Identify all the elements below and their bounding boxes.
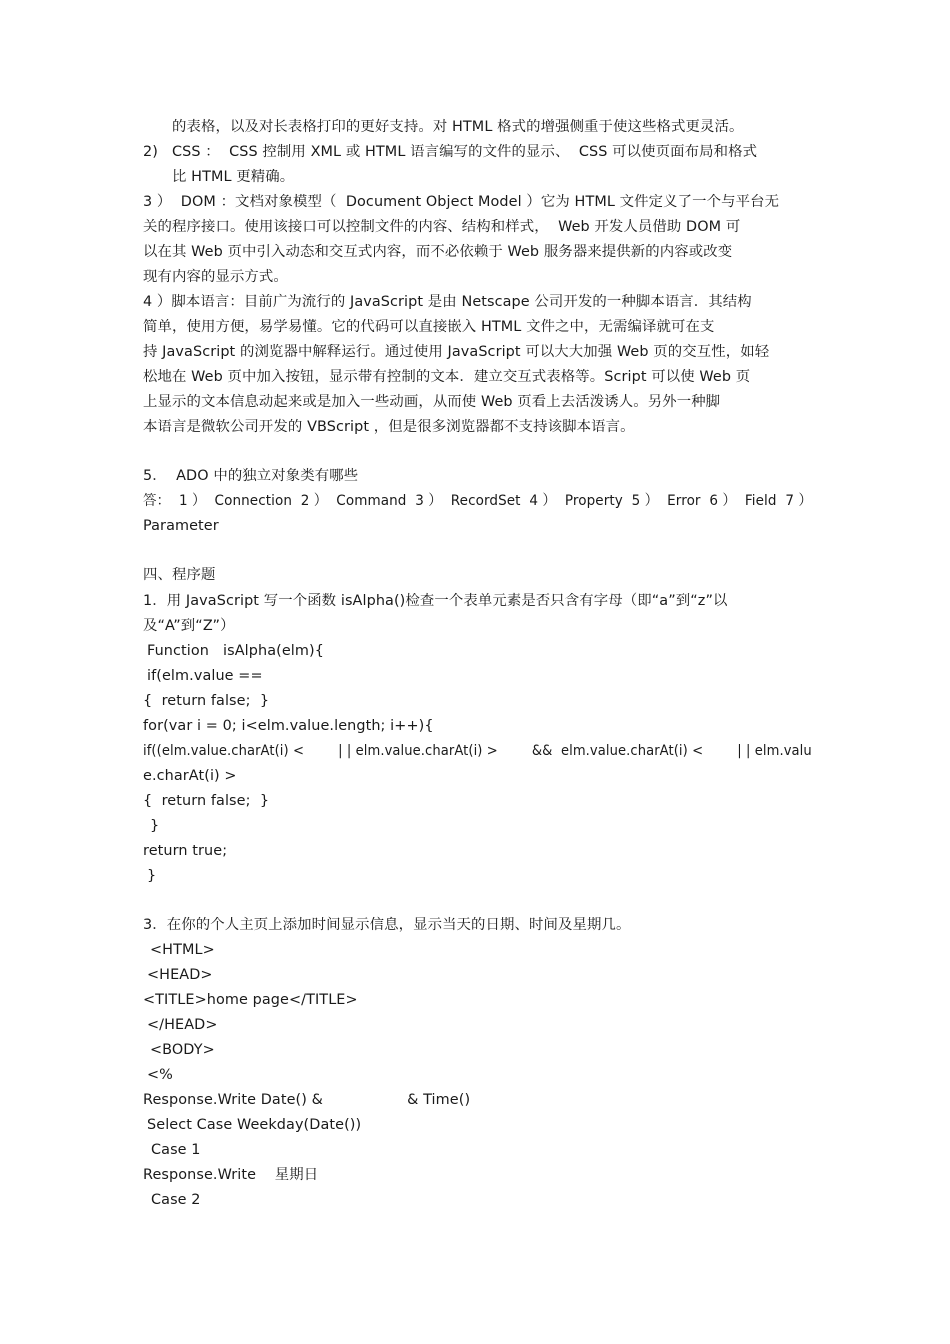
text-line: 持 JavaScript 的浏览器中解释运行。通过使用 JavaScript 可以大大加强 Web 页的交互性，如轻 — [143, 344, 770, 360]
code-line: return true; — [143, 843, 228, 859]
code-line: </HEAD> — [147, 1017, 218, 1033]
code-line: <% — [147, 1067, 173, 1083]
text-line: 2) CSS ： CSS 控制用 XML 或 HTML 语言编写的文件的显示、 CSS 可以使页面布局和格式 — [143, 144, 758, 160]
text-line: 3 ） DOM ：文档对象模型（ Document Object Model ）它为 HTML 文件定义了一个与平台无 — [143, 194, 780, 210]
code-line: Function isAlpha(elm){ — [147, 643, 324, 659]
section-heading: 四、程序题 — [143, 567, 216, 583]
code-line: Select Case Weekday(Date()) — [147, 1117, 362, 1133]
text-line: 上显示的文本信息动起来或是加入一些动画，从而使 Web 页看上去活泼诱人。另外一种脚 — [143, 394, 721, 410]
code-line: Case 2 — [151, 1192, 201, 1208]
text-line: 本语言是微软公司开发的 VBScript ，但是很多浏览器都不支持该脚本语言。 — [143, 419, 635, 435]
text-line: 4 ）脚本语言：目前广为流行的 JavaScript 是由 Netscape 公司开发的一种脚本语言．其结构 — [143, 294, 752, 310]
text-line: 关的程序接口。使用该接口可以控制文件的内容、结构和样式， Web 开发人员借助 DOM 可 — [143, 219, 741, 235]
code-line: Response.Write 星期日 — [143, 1167, 319, 1183]
answer-line: 答： 1 ） Connection 2 ） Command 3 ） RecordSet 4 ） Property 5 ） Error 6 ） Field 7 ） — [143, 493, 813, 509]
text-line: 比 HTML 更精确。 — [172, 169, 295, 185]
code-line: { return false; } — [143, 793, 270, 809]
code-line: if(elm.value == — [147, 668, 263, 684]
code-line: <HTML> — [150, 942, 215, 958]
text-line: 松地在 Web 页中加入按钮，显示带有控制的文本．建立交互式表格等。Script 可以使 Web 页 — [143, 369, 751, 385]
text-line: 以在其 Web 页中引入动态和交互式内容，而不必依赖于 Web 服务器来提供新的内容或改变 — [143, 244, 733, 260]
question-text: 1．用 JavaScript 写一个函数 isAlpha()检查一个表单元素是否只含有字母（即“a”到“z”以 — [143, 593, 728, 609]
code-line: if((elm.value.charAt(i) < | | elm.value.charAt(i) > && elm.value.charAt(i) < | | elm.valu — [143, 743, 812, 759]
question-heading: 5． ADO 中的独立对象类有哪些 — [143, 468, 359, 484]
code-line: Response.Write Date() & & Time() — [143, 1092, 471, 1108]
code-line: { return false; } — [143, 693, 270, 709]
question-text: 3．在你的个人主页上添加时间显示信息，显示当天的日期、时间及星期几。 — [143, 917, 631, 933]
code-line: } — [150, 818, 160, 834]
text-line: 现有内容的显示方式。 — [143, 269, 288, 285]
code-line: e.charAt(i) > — [143, 768, 237, 784]
code-line: for(var i = 0; i<elm.value.length; i++){ — [143, 718, 434, 734]
code-line: } — [147, 868, 157, 884]
code-line: <TITLE>home page</TITLE> — [143, 992, 358, 1008]
code-line: <BODY> — [150, 1042, 215, 1058]
answer-line: Parameter — [143, 518, 219, 534]
text-line: 的表格，以及对长表格打印的更好支持。对 HTML 格式的增强侧重于使这些格式更灵活。 — [172, 119, 744, 135]
code-line: Case 1 — [151, 1142, 201, 1158]
code-line: <HEAD> — [147, 967, 213, 983]
question-text: 及“A”到“Z”） — [143, 618, 235, 634]
text-line: 简单，使用方便，易学易懂。它的代码可以直接嵌入 HTML 文件之中，无需编译就可在支 — [143, 319, 715, 335]
